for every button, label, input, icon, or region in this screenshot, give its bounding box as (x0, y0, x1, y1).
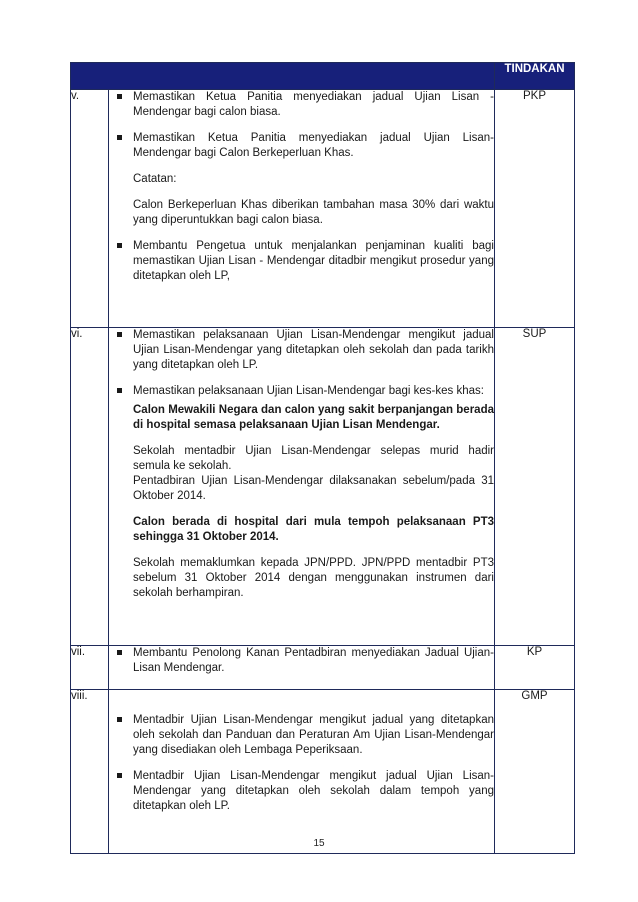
row-action: SUP (495, 328, 575, 646)
item-text: Membantu Pengetua untuk menjalankan penjaminan kualiti bagi memastikan Ujian Lisan - Mendengar ditadbir mengikut prosedur yang ditetapkan oleh LP, (133, 240, 494, 282)
item-text: Memastikan Ketua Panitia menyediakan jadual Ujian Lisan-Mendengar bagi Calon Berkeperluan Khas. (133, 132, 494, 159)
list-item (109, 90, 494, 120)
header-action-cell: TINDAKAN (495, 63, 575, 90)
list-item (109, 646, 494, 676)
list-item (109, 239, 494, 284)
table-row (71, 690, 575, 854)
row-content (109, 90, 495, 328)
row-number: v. (71, 90, 109, 328)
item-text: Sekolah mentadbir Ujian Lisan-Mendengar selepas murid hadir semula ke sekolah. (133, 445, 494, 472)
bullet-icon (117, 388, 122, 393)
note-text (109, 198, 494, 228)
table-row (71, 328, 575, 646)
bullet-icon (117, 94, 122, 99)
bullet-icon (117, 243, 122, 248)
special-case-text (109, 474, 494, 504)
table-header-row (71, 63, 575, 90)
item-text: Calon berada di hospital dari mula tempoh pelaksanaan PT3 sehingga 31 Oktober 2014. (133, 516, 494, 543)
item-text: Calon Berkeperluan Khas diberikan tambahan masa 30% dari waktu yang diperuntukkan bagi calon biasa. (133, 199, 494, 226)
row-content (109, 646, 495, 690)
item-text: Mentadbir Ujian Lisan-Mendengar mengikut jadual Ujian Lisan-Mendengar yang ditetapkan oleh sekolah dalam tempoh yang ditetapkan oleh LP. (133, 770, 494, 812)
bullet-icon (117, 773, 122, 778)
item-text: Calon Mewakili Negara dan calon yang sakit berpanjangan berada di hospital semasa pelaksanaan Ujian Lisan Mendengar. (133, 404, 494, 431)
list-item (109, 769, 494, 814)
row-content (109, 328, 495, 646)
bullet-icon (117, 717, 122, 722)
item-text: Sekolah memaklumkan kepada JPN/PPD. JPN/PPD mentadbir PT3 sebelum 31 Oktober 2014 dengan menggunakan instrumen dari sekolah berhampiran. (133, 557, 494, 599)
row-action: PKP (495, 90, 575, 328)
page-number: 15 (313, 838, 325, 849)
list-item (109, 131, 494, 161)
item-text: Membantu Penolong Kanan Pentadbiran menyediakan Jadual Ujian-Lisan Mendengar. (133, 647, 494, 674)
row-action: KP (495, 646, 575, 690)
row-action: GMP (495, 690, 575, 854)
item-text: Memastikan pelaksanaan Ujian Lisan-Mendengar bagi kes-kes khas: (133, 385, 484, 397)
special-case-heading (109, 515, 494, 545)
item-text: Catatan: (133, 173, 177, 185)
bullet-icon (117, 650, 122, 655)
item-text: Memastikan Ketua Panitia menyediakan jadual Ujian Lisan - Mendengar bagi calon biasa. (133, 91, 494, 118)
bullet-icon (117, 332, 122, 337)
row-number: vii. (71, 646, 109, 690)
row-content (109, 690, 495, 854)
header-blank-cell (71, 63, 495, 90)
item-text: Pentadbiran Ujian Lisan-Mendengar dilaksanakan sebelum/pada 31 Oktober 2014. (133, 475, 494, 502)
special-case-text (109, 444, 494, 474)
bullet-icon (117, 135, 122, 140)
note-label (109, 172, 494, 187)
table-row (71, 90, 575, 328)
list-item (109, 713, 494, 758)
responsibility-table (70, 62, 575, 854)
table-row (71, 646, 575, 690)
list-item (109, 384, 494, 399)
list-item (109, 328, 494, 373)
item-text: Mentadbir Ujian Lisan-Mendengar mengikut jadual yang ditetapkan oleh sekolah dan Panduan dan Peraturan Am Ujian Lisan-Mendengar yang disediakan oleh Lembaga Peperiksaan. (133, 714, 494, 756)
special-case-text (109, 556, 494, 601)
item-text: Memastikan pelaksanaan Ujian Lisan-Mendengar mengikut jadual Ujian Lisan-Mendengar yang ditetapkan oleh sekolah dan pada tarikh yang ditetapkan oleh LP. (133, 329, 494, 371)
row-number: vi. (71, 328, 109, 646)
special-case-heading (109, 403, 494, 433)
row-number: viii. (71, 690, 109, 854)
